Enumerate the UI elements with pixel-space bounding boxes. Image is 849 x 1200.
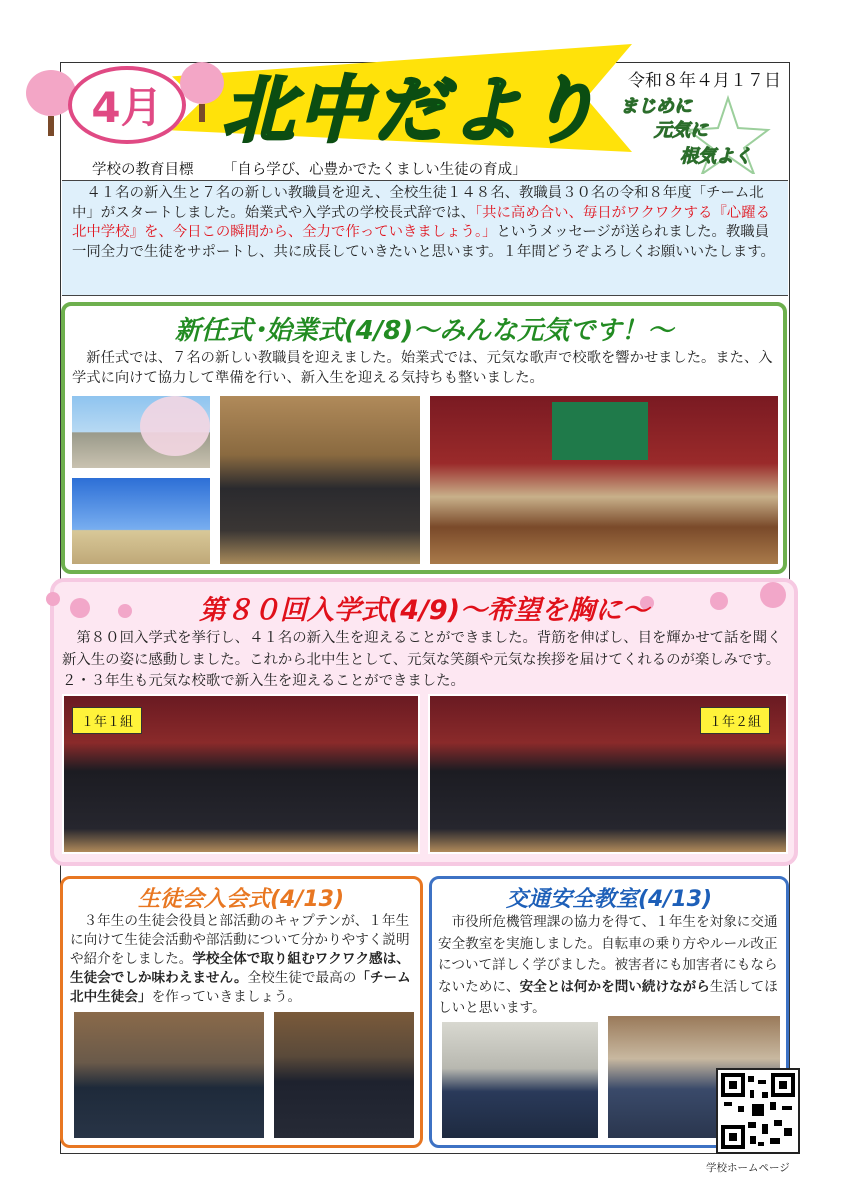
section3-bold-2: 「チーム北中生徒会」 <box>70 970 411 1005</box>
intro-highlight: 「共に高め合い、毎日がワクワクする『心躍る北中学校』を、今日この瞬間から、全力で作っていきましょう。」 <box>72 204 770 240</box>
class-2-label: １年２組 <box>700 707 770 734</box>
section4-heading: 交通安全教室(4/13) <box>505 887 713 912</box>
photo-school-building-cherry <box>70 394 212 470</box>
motto-line-2: 元気に <box>654 120 708 141</box>
section4-text-1: 市役所危機管理課の協力を得て、１年生を対象に交通安全教室を実施しました。自転車の乗り方やルール改正について詳しく学びました。被害者にも加害者にもならないために、 <box>438 914 778 995</box>
section3-text <box>70 912 416 1007</box>
section4-bold: 安全とは何かを問い続けながら <box>519 978 710 995</box>
photo-gym-students <box>218 394 422 566</box>
qr-code[interactable] <box>716 1068 800 1154</box>
intro-text-1: ４１名の新入生と７名の新しい教職員を迎え、全校生徒１４８名、教職員３０名の令和８年度「チーム北中」がスタートしました。始業式や入学式の学校長式辞では、 <box>72 185 764 221</box>
cherry-tree-right <box>180 62 224 122</box>
photo-stage-speech <box>428 394 780 566</box>
section3-heading: 生徒会入会式(4/13) <box>137 887 345 912</box>
intro-text-2: というメッセージが送られました。教職員一同全力で生徒をサポートし、共に成長していきたいと思います。１年間どうぞよろしくお願いいたします。 <box>72 224 775 260</box>
photo-council-presentation <box>72 1010 266 1140</box>
qr-code-icon <box>718 1070 798 1152</box>
section3-bold: 学校全体で取り組むワクワク感は、生徒会でしか味わえません。 <box>70 951 410 986</box>
section1-text: 新任式では、７名の新しい教職員を迎えました。始業式では、元気な歌声で校歌を響かせました。また、入学式に向けて協力して準備を行い、新入生を迎える気持ちも整いました。 <box>72 350 773 386</box>
motto-line-1: まじめに <box>620 96 692 117</box>
section2-text: 第８０回入学式を挙行し、４１名の新入生を迎えることができました。背筋を伸ばし、目を輝かせて話を聞く新入生の姿に感動しました。これから北中生として、元気な笑顔や元気な挨拶を届けてくれるのが楽しみです。２・３年生も元気な校歌で新入生を迎えることができました。 <box>62 630 782 689</box>
motto-line-3: 根気よく <box>680 146 752 167</box>
qr-label: 学校ホームページ <box>706 1162 790 1174</box>
month-badge: 4月 <box>68 66 186 144</box>
section1-heading: 新任式･始業式(4/8)～みんな元気です！～ <box>174 316 674 346</box>
section3-text-2: 全校生徒で最高の <box>247 970 357 986</box>
education-goal <box>92 158 527 179</box>
photo-school-building <box>70 476 212 566</box>
section4-text-2: 生活してほしいと思います。 <box>438 978 778 1016</box>
photo-police-lecture <box>440 1020 600 1140</box>
goal-text: 「自ら学び、心豊かでたくましい生徒の育成」 <box>222 162 527 178</box>
section4-text <box>438 912 784 1020</box>
section2-heading: 第８０回入学式(4/9)～希望を胸に～ <box>198 595 650 626</box>
section3-text-1: ３年生の生徒会役員と部活動のキャプテンが、１年生に向けて生徒会活動や部活動について分かりやすく説明や紹介をしました。 <box>70 913 410 967</box>
school-motto <box>618 92 778 174</box>
newsletter-title: 北中だより <box>222 68 603 152</box>
goal-label: 学校の教育目標 <box>92 162 194 178</box>
issue-date: 令和８年４月１７日 <box>628 71 781 91</box>
class-1-label: １年１組 <box>72 707 142 734</box>
intro-message <box>62 180 788 296</box>
photo-council-audience <box>272 1010 416 1140</box>
section3-text-3: を作っていきましょう。 <box>151 989 302 1005</box>
